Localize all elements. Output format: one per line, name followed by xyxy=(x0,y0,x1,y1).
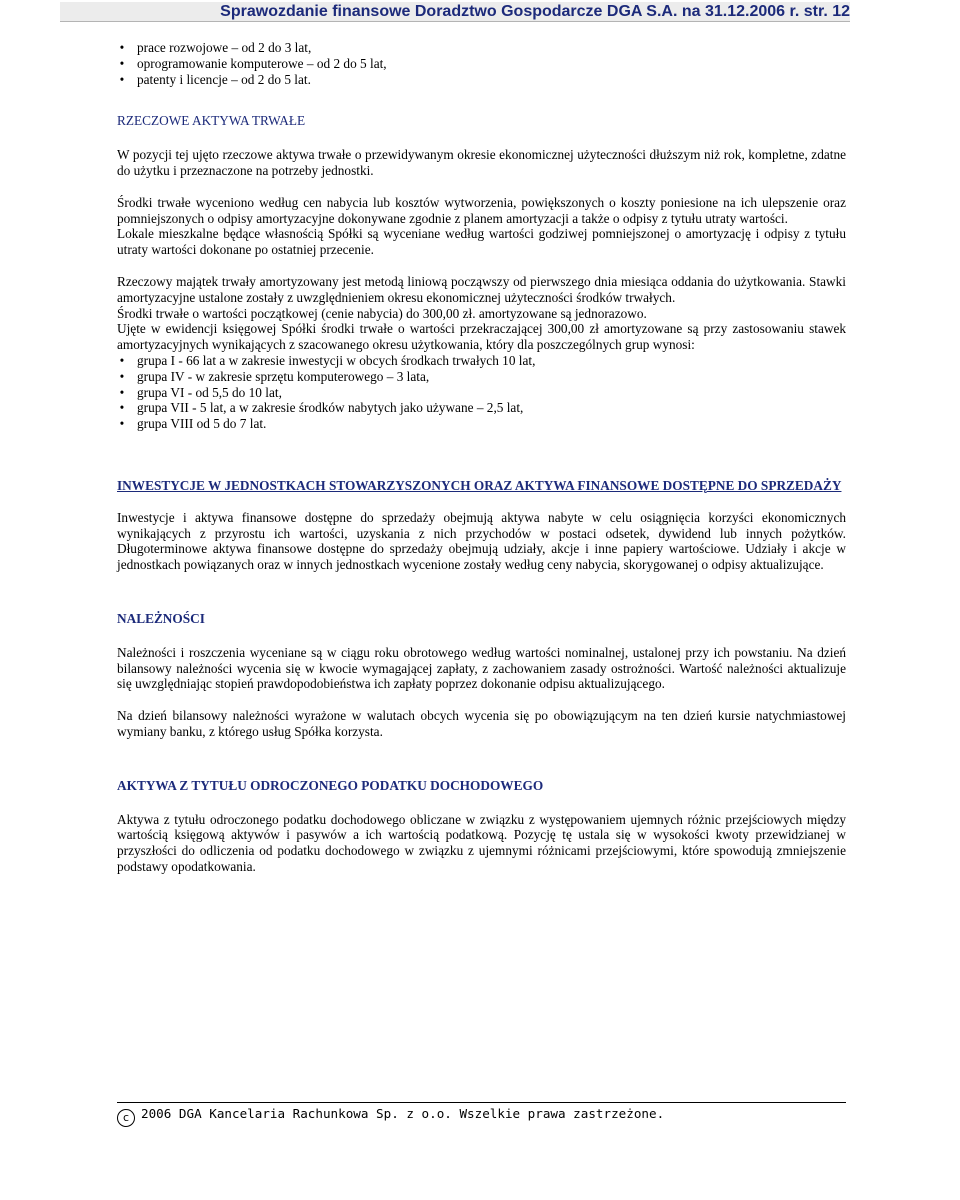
paragraph: Ujęte w ewidencji księgowej Spółki środki trwałe o wartości przekraczającej 300,00 zł amortyzowane są przy zastosowaniu stawek amortyzacyjnych wynikających z szacowanego okresu użytkowania, który dla poszczególnych grup wynosi: xyxy=(117,321,846,353)
paragraph: Rzeczowy majątek trwały amortyzowany jest metodą liniową począwszy od pierwszego dnia miesiąca oddania do użytkowania. Stawki amortyzacyjne ustalone zostały z uwzględnieniem okresu ekonomicznej użyteczności środków trwałych. xyxy=(117,273,846,305)
bullet-icon: • xyxy=(119,400,125,416)
footer-text: 2006 DGA Kancelaria Rachunkowa Sp. z o.o. Wszelkie prawa zastrzeżone. xyxy=(141,1106,665,1121)
page-header xyxy=(60,2,850,22)
copyright-icon: c xyxy=(117,1109,135,1127)
header-title: Sprawozdanie finansowe Doradztwo Gospodarcze DGA S.A. na 31.12.2006 r. str. 12 xyxy=(220,3,850,20)
bullet-icon: • xyxy=(119,40,125,55)
paragraph: Inwestycje i aktywa finansowe dostępne do sprzedaży obejmują aktywa nabyte w celu osiągnięcia korzyści ekonomicznych wynikających z przyrostu ich wartości, uzyskania z nich przychodów w postaci odsetek, dywidend lub innych pożytków. Długoterminowe aktywa finansowe dostępne do sprzedaży obejmują udziały, akcje i inne papiery wartościowe. Udziały i akcje w jednostkach powiązanych oraz w innych jednostkach wycenione zostały według ceny nabycia, skorygowanej o odpisy aktualizujące. xyxy=(117,509,846,573)
bullet-icon: • xyxy=(119,71,125,87)
bullet-icon: • xyxy=(119,352,125,368)
paragraph: Aktywa z tytułu odroczonego podatku dochodowego obliczane w związku z występowaniem ujemnych różnic przejściowych między wartością księgową aktywów i pasywów a ich wartością podatkową. Pozycję tę ustala się w wysokości kwoty przewidzianej w przyszłości do odliczenia od podatku dochodowego w związku z ujemnymi różnicami przejściowymi, które spowodują zmniejszenie podstawy opodatkowania. xyxy=(117,811,846,874)
paragraph: Należności i roszczenia wyceniane są w ciągu roku obrotowego według wartości nominalnej, ustalonej przy ich powstaniu. Na dzień bilansowy należności wycenia się w kwocie wymagającej zapłaty, z zachowaniem zasady ostrożności. Wartość należności aktualizuje się uwzględniając stopień prawdopodobieństwa ich zapłaty poprzez dokonanie odpisu aktualizującego. xyxy=(117,644,846,692)
section-heading-inwestycje: INWESTYCJE W JEDNOSTKACH STOWARZYSZONYCH ORAZ AKTYWA FINANSOWE DOSTĘPNE DO SPRZEDAŻY xyxy=(117,477,842,493)
depreciation-groups-list xyxy=(117,353,846,432)
section-heading-podatek: AKTYWA Z TYTUŁU ODROCZONEGO PODATKU DOCHODOWEGO xyxy=(117,777,544,793)
bullet-icon: • xyxy=(119,416,125,432)
page-footer xyxy=(117,1102,846,1127)
paragraph: Na dzień bilansowy należności wyrażone w walutach obcych wycenia się po obowiązującym na ten dzień kursie natychmiastowej wymiany banku, z którego usług Spółka korzysta. xyxy=(117,708,846,739)
section-heading-naleznosci: NALEŻNOŚCI xyxy=(117,610,205,626)
list-item: • oprogramowanie komputerowe – od 2 do 5 lat, xyxy=(117,56,846,72)
bullet-icon: • xyxy=(119,384,125,400)
paragraph: Środki trwałe o wartości początkowej (cenie nabycia) do 300,00 zł. amortyzowane są jednorazowo. xyxy=(117,305,647,321)
paragraph: Lokale mieszkalne będące własnością Spółki są wyceniane według wartości godziwej pomniejszonej o amortyzację i odpisy z tytułu utraty wartości dokonane po ostatniej przecenie. xyxy=(117,226,846,258)
intangible-periods-list xyxy=(117,40,846,87)
list-item: • patenty i licencje – od 2 do 5 lat. xyxy=(117,72,846,88)
list-item: • grupa IV - w zakresie sprzętu komputerowego – 3 lata, xyxy=(117,369,846,385)
document-body xyxy=(117,40,846,875)
section-heading-rzeczowe: RZECZOWE AKTYWA TRWAŁE xyxy=(117,113,306,129)
bullet-icon: • xyxy=(119,55,125,71)
list-item: • grupa VIII od 5 do 7 lat. xyxy=(117,416,846,432)
list-item: • grupa VI - od 5,5 do 10 lat, xyxy=(117,385,846,401)
paragraph: W pozycji tej ujęto rzeczowe aktywa trwałe o przewidywanym okresie ekonomicznej użyteczności dłuższym niż rok, kompletne, zdatne do użytku i przeznaczone na potrzeby jednostki. xyxy=(117,147,846,178)
bullet-icon: • xyxy=(119,368,125,384)
list-item: • prace rozwojowe – od 2 do 3 lat, xyxy=(117,40,846,56)
list-item: • grupa I - 66 lat a w zakresie inwestycji w obcych środkach trwałych 10 lat, xyxy=(117,353,846,369)
list-item: • grupa VII - 5 lat, a w zakresie środków nabytych jako używane – 2,5 lat, xyxy=(117,400,846,416)
paragraph: Środki trwałe wyceniono według cen nabycia lub kosztów wytworzenia, powiększonych o koszty poniesione na ich ulepszenie oraz pomniejszonych o odpisy amortyzacyjne dokonywane zgodnie z planem amortyzacji a także o odpisy z tytułu utraty wartości. xyxy=(117,194,846,226)
